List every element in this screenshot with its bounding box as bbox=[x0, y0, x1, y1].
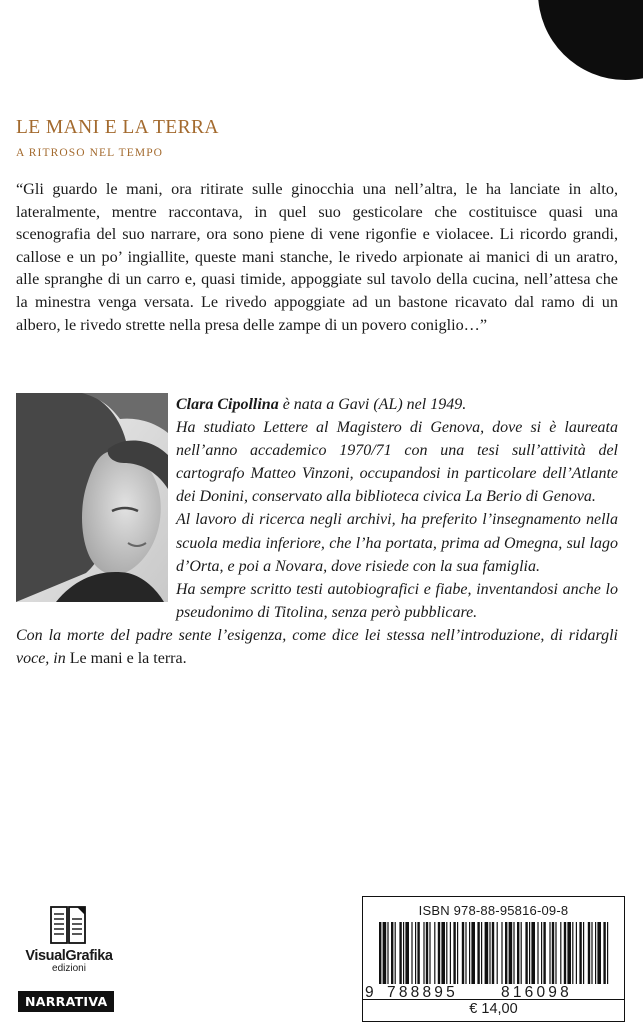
series-badge: NARRATIVA bbox=[18, 991, 114, 1012]
publisher-sub: edizioni bbox=[52, 963, 86, 974]
barcode-digits bbox=[363, 984, 624, 1000]
bio-book-end: . bbox=[182, 650, 187, 668]
publisher-logo bbox=[14, 904, 124, 974]
book-title: LE MANI E LA TERRA bbox=[16, 117, 219, 138]
barcode-first-digit: 9 bbox=[365, 984, 374, 1001]
isbn-text: ISBN 978-88-95816-09-8 bbox=[418, 903, 569, 918]
price-label: € 14,00 bbox=[469, 1001, 518, 1017]
author-bio bbox=[16, 393, 618, 670]
author-name: Clara Cipollina bbox=[176, 396, 279, 413]
bio-book: Con la morte del padre sente l’esigenza, come dice lei stessa nell’introduzione, di ridargli voce, in bbox=[16, 626, 618, 668]
bio-writing: Ha sempre scritto testi autobiografici e fiabe, inventandosi anche lo pseudonimo di Titolina, senza però pubblicare. bbox=[176, 580, 618, 621]
bio-book-title: Le mani e la terra bbox=[69, 650, 183, 668]
barcode-bars bbox=[377, 922, 609, 984]
bio-studies: Ha studiato Lettere al Magistero di Genova, dove si è laureata nell’anno accademico 1970/71 con una tesi sull’attività del cartografo Matteo Vinzoni, occupandosi in particolare dell’Atlante dei Donini, conservato alla biblioteca civica La Berio di Genova. bbox=[176, 419, 618, 506]
book-pages-icon bbox=[48, 904, 90, 948]
book-subtitle: A RITROSO NEL TEMPO bbox=[16, 147, 164, 159]
bio-career: Al lavoro di ricerca negli archivi, ha preferito l’insegnamento nella scuola media inferiore, che l’ha portata, prima ad Omegna, sul lago d’Orta, e poi a Novara, dove risiede con la sua famiglia. bbox=[176, 511, 618, 575]
barcode-right-digits: 816098 bbox=[501, 984, 572, 1001]
publisher-name: VisualGrafika bbox=[25, 948, 113, 964]
bio-line-birth: è nata a Gavi (AL) nel 1949. bbox=[278, 396, 467, 413]
barcode-left-digits: 788895 bbox=[387, 984, 458, 1001]
excerpt-quote: “Gli guardo le mani, ora ritirate sulle ginocchia una nell’altra, le ha lanciate in alto, lateralmente, mentre raccontava, in quel suo gesticolare che costituisce quasi una scenografia del suo narrare, ora sono piene di vene rigonfie e violacee. Li ricordo grandi, callose e un po’ ingiallite, queste mani stanche, le rivedo arpionate ai manici di un aratro, alle spranghe di un carro e, quasi timide, appoggiate sul tavolo della cucina, nell’attesa che la minestra venga versata. Le rivedo appoggiate ad un bastone ricavato dal ramo di un albero, le rivedo strette nella presa delle zampe di un povero coniglio…” bbox=[16, 180, 618, 334]
corner-shape bbox=[538, 0, 643, 80]
barcode-box bbox=[362, 896, 625, 1022]
price-divider bbox=[363, 999, 624, 1000]
